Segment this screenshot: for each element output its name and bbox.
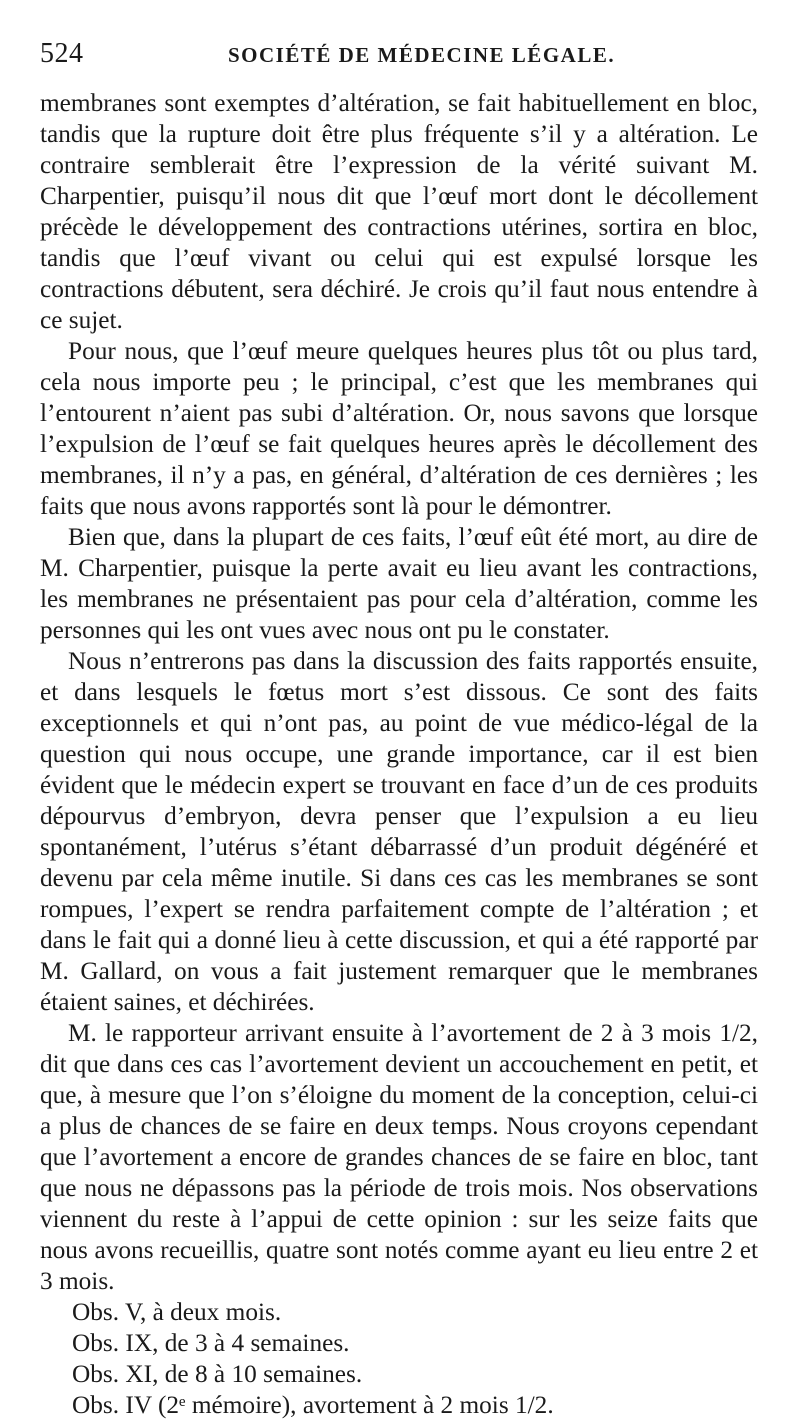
page-number: 524 (40, 38, 84, 69)
paragraph: membranes sont exemptes d’altération, se fait habituellement en bloc, tandis que la rupture doit être plus fréquente s’il y a altération. Le contraire semblerait être l’expression de la vérité suivant M. Charpentier, puisqu’il nous dit que l’œuf mort dont le décollement précède le développement des contractions utérines, sortira en bloc, tandis que l’œuf vivant ou celui qui est expulsé lorsque les contractions débutent, sera déchiré. Je crois qu’il faut nous entendre à ce sujet. (40, 89, 758, 334)
body-text (40, 88, 758, 1421)
running-head: SOCIÉTÉ DE MÉDECINE LÉGALE. (228, 43, 616, 67)
paragraph: M. le rapporteur arrivant ensuite à l’avortement de 2 à 3 mois 1/2, dit que dans ces cas l’avortement devient un accouchement en petit, et que, à mesure que l’on s’éloigne du moment de la conception, celui-ci a plus de chances de se faire en deux temps. Nous croyons cependant que l’avortement a encore de grandes chances de se faire en bloc, tant que nous ne dépassons pas la période de trois mois. Nos observations viennent du reste à l’appui de cette opinion : sur les seize faits que nous avons recueillis, quatre sont notés comme ayant eu lieu entre 2 et 3 mois. (40, 1019, 758, 1295)
paragraph: Pour nous, que l’œuf meure quelques heures plus tôt ou plus tard, cela nous importe peu ; le principal, c’est que les membranes qui l’entourent n’aient pas subi d’altération. Or, nous savons que lorsque l’expulsion de l’œuf se fait quelques heures après le décollement des membranes, il n’y a pas, en général, d’altération de ces dernières ; les faits que nous avons rapportés sont là pour le démontrer. (40, 337, 758, 520)
observation-item: Obs. XI, de 8 à 10 semaines. (72, 1360, 363, 1388)
page-header (40, 38, 760, 88)
paragraph: Bien que, dans la plupart de ces faits, l’œuf eût été mort, au dire de M. Charpentier, puisque la perte avait eu lieu avant les contractions, les membranes ne présentaient pas pour cela d’altération, comme les personnes qui les ont vues avec nous ont pu le constater. (40, 523, 758, 644)
observation-item: Obs. IV (2ᵉ mémoire), avortement à 2 mois 1/2. (72, 1391, 554, 1419)
observation-item: Obs. IX, de 3 à 4 semaines. (72, 1329, 350, 1357)
observation-list (40, 1297, 758, 1421)
observation-item: Obs. V, à deux mois. (72, 1298, 282, 1326)
paragraph: Nous n’entrerons pas dans la discussion des faits rapportés ensuite, et dans lesquels le fœtus mort s’est dissous. Ce sont des faits exceptionnels et qui n’ont pas, au point de vue médico-légal de la question qui nous occupe, une grande importance, car il est bien évident que le médecin expert se trouvant en face d’un de ces produits dépourvus d’embryon, devra penser que l’expulsion a eu lieu spontanément, l’utérus s’étant débarrassé d’un produit dégénéré et devenu par cela même inutile. Si dans ces cas les membranes se sont rompues, l’expert se rendra parfaitement compte de l’altération ; et dans le fait qui a donné lieu à cette discussion, et qui a été rapporté par M. Gallard, on vous a fait justement remarquer que le membranes étaient saines, et déchirées. (40, 647, 758, 1016)
